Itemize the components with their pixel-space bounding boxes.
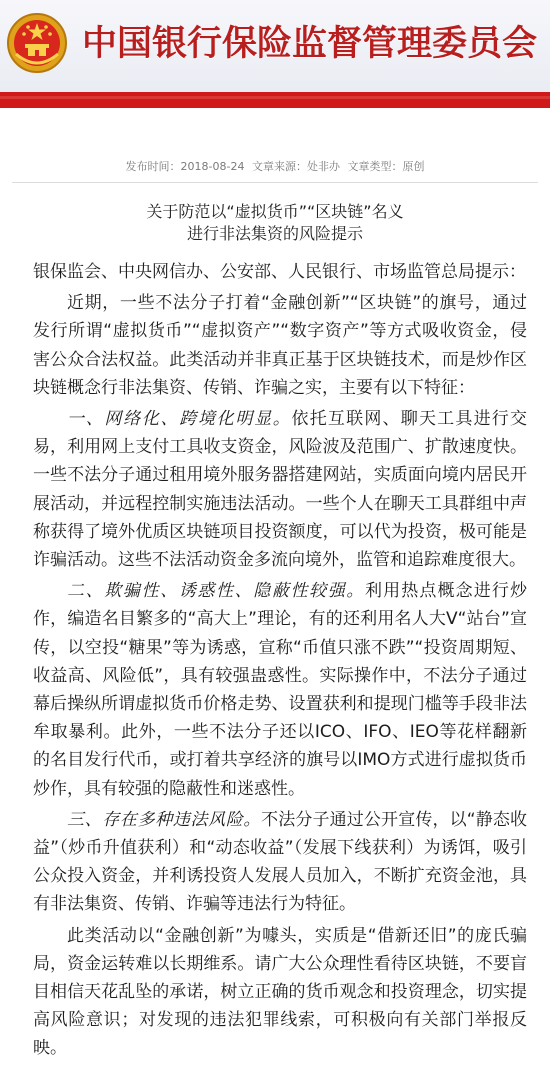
site-header: [0, 0, 550, 93]
feature-heading-3: 三、存在多种违法风险。: [67, 809, 262, 830]
feature-paragraph-1: [33, 405, 527, 574]
national-emblem-icon: [6, 12, 68, 74]
meta-divider: [12, 182, 538, 183]
feature-body-1: 依托互联网、聊天工具进行交易，利用网上支付工具收支资金，风险波及范围广、扩散速度快。一些不法分子通过租用境外服务器搭建网站，实质面向境内居民开展活动，并远程控制实施违法活动。一些个人在聊天工具群组中声称获得了境外优质区块链项目投资额度，可以代为投资，极可能是诈骗活动。这些不法活动资金多流向境外，监管和追踪难度很大。: [33, 409, 527, 571]
salutation: 银保监会、中央网信办、公安部、人民银行、市场监管总局提示：: [33, 262, 526, 282]
article-type: 文章类型：原创: [347, 160, 425, 173]
document-title-line2: 进行非法集资的风险提示: [186, 224, 363, 243]
feature-body-3: 不法分子通过公开宣传，以“静态收益”（炒币升值获利）和“动态收益”（发展下线获利）为诱饵，吸引公众投入资金，并利诱投资人发展人员加入，不断扩充资金池，具有非法集资、传销、诈骗等违法行为特征。: [33, 809, 527, 915]
agency-title: 中国银行保险监督管理委员会: [82, 24, 538, 64]
feature-heading-2: 二、欺骗性、诱惑性、隐蔽性较强。: [67, 581, 365, 602]
publish-time: 发布时间：2018-08-24: [125, 160, 245, 173]
document-title: [0, 201, 550, 245]
intro-paragraph: 近期，一些不法分子打着“金融创新”“区块链”的旗号，通过发行所谓“虚拟货币”“虚拟资产”“数字资产”等方式吸收资金，侵害公众合法权益。此类活动并非真正基于区块链技术，而是炒作区块链概念行非法集资、传销、诈骗之实，主要有以下特征：: [33, 293, 527, 398]
feature-paragraph-2: [33, 577, 527, 803]
document-title-line1: 关于防范以“虚拟货币”“区块链”名义: [146, 202, 404, 221]
feature-body-2: 利用热点概念进行炒作，编造名目繁多的“高大上”理论，有的还利用名人大V“站台”宣传，以空投“糖果”等为诱惑，宣称“币值只涨不跌”“投资周期短、收益高、风险低”，具有较强蛊惑性。实际操作中，不法分子通过幕后操纵所谓虚拟货币价格走势、设置获利和提现门槛等手段非法牟取暴利。此外，一些不法分子还以ICO、IFO、IEO等花样翻新的名目发行代币，或打着共享经济的旗号以IMO方式进行虚拟货币炒作，具有较强的隐蔽性和迷惑性。: [33, 581, 527, 799]
closing-paragraph: 此类活动以“金融创新”为噱头，实质是“借新还旧”的庞氏骗局，资金运转难以长期维系。请广大公众理性看待区块链，不要盲目相信天花乱坠的承诺，树立正确的货币观念和投资理念，切实提高风险意识；对发现的违法犯罪线索，可积极向有关部门举报反映。: [33, 925, 527, 1059]
document-body: [33, 258, 527, 1066]
article-source: 文章来源：处非办: [251, 160, 340, 173]
feature-paragraph-3: [33, 806, 527, 919]
article-meta: [0, 158, 550, 174]
feature-heading-1: 一、网络化、跨境化明显。: [67, 409, 292, 430]
header-red-band: [0, 92, 550, 108]
